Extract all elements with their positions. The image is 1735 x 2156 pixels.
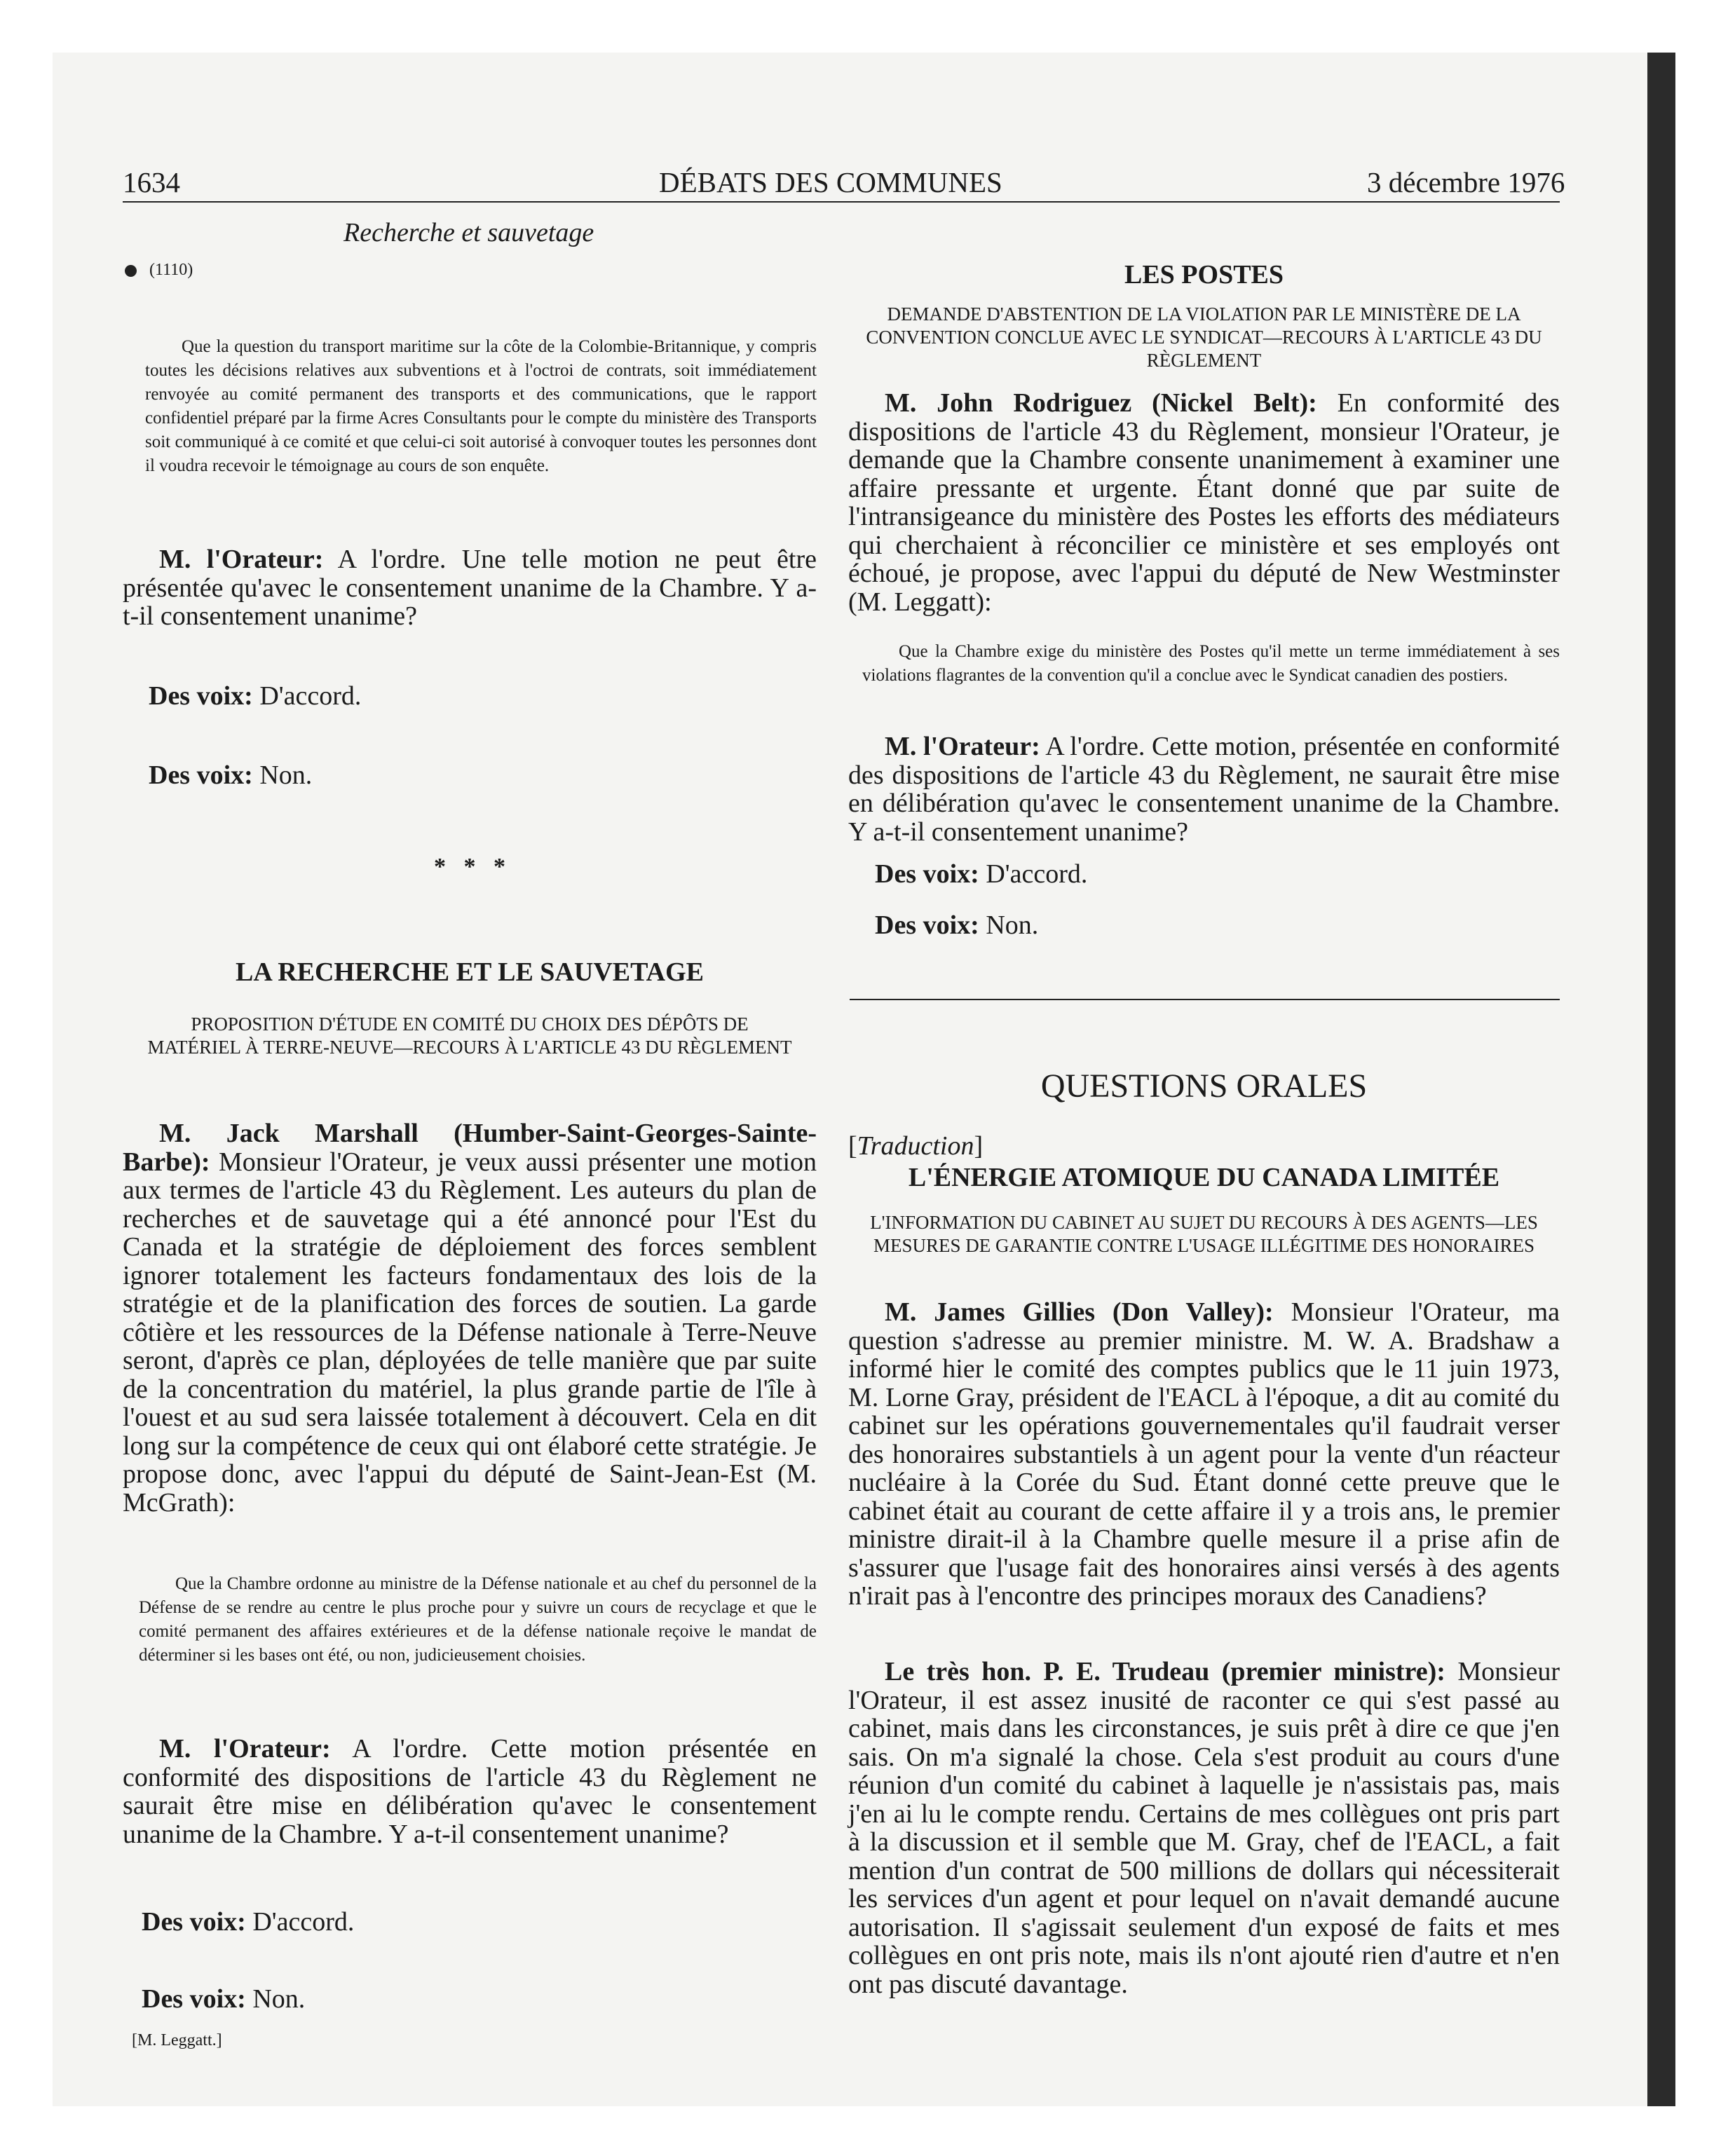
section-subheading: L'INFORMATION DU CABINET AU SUJET DU RECOURS À DES AGENTS—LES MESURES DE GARANTIE CONTRE L'USAGE ILLÉGITIME DES HONORAIRES — [870, 1212, 1538, 1256]
footer-note: [M. Leggatt.] — [132, 2031, 222, 2049]
questions-heading: QUESTIONS ORALES — [1040, 1067, 1368, 1105]
speaker-name: Le très hon. P. E. Trudeau (premier ministre): — [885, 1657, 1445, 1686]
speech-paragraph — [123, 1735, 817, 1848]
speech-paragraph — [149, 682, 780, 711]
speech-paragraph — [149, 761, 780, 790]
section-separator: * * * — [434, 854, 505, 880]
speaker-name: M. l'Orateur: — [159, 1734, 331, 1763]
speech-paragraph — [142, 1985, 773, 2014]
section-heading: LES POSTES — [1124, 260, 1284, 289]
speech-paragraph — [848, 732, 1560, 846]
speaker-name: M. l'Orateur: — [885, 732, 1040, 761]
speech-text: Non. — [259, 760, 313, 790]
speech-text: D'accord. — [252, 1907, 355, 1937]
speaker-name: Des voix: — [875, 859, 979, 889]
speech-text: A l'ordre. Cette motion, présentée en conformité des dispositions de l'article 43 du Règlement, ne saurait être mise en délibération qu'avec le consentement unanime de la Chambre. Y a-t-il consentement unanime? — [848, 732, 1560, 847]
speech-text: A l'ordre. Cette motion présentée en conformité des dispositions de l'article 43 du Règlement ne saurait être mise en délibération qu'avec le consentement unanime de la Chambre. Y a-t-il consentement unanime? — [123, 1734, 817, 1849]
speech-paragraph — [123, 545, 817, 631]
section-subheading: DEMANDE D'ABSTENTION DE LA VIOLATION PAR LE MINISTÈRE DE LA CONVENTION CONCLUE AVEC LE SYNDICAT—RECOURS À L'ARTICLE 43 DU RÈGLEMENT — [866, 303, 1542, 371]
speaker-name: Des voix: — [149, 681, 253, 711]
header-rule — [123, 201, 1560, 203]
time-marker — [125, 261, 193, 280]
motion-text: Que la Chambre exige du ministère des Postes qu'il mette un terme immédiatement à ses violations flagrantes de la convention qu'il a conclue avec le Syndicat canadien des postiers. — [862, 642, 1560, 685]
section-heading: L'ÉNERGIE ATOMIQUE DU CANADA LIMITÉE — [908, 1163, 1500, 1192]
journal-title: DÉBATS DES COMMUNES — [659, 166, 1002, 198]
speech-paragraph — [142, 1908, 773, 1937]
speaker-name: Des voix: — [875, 910, 979, 940]
section-subheading: PROPOSITION D'ÉTUDE EN COMITÉ DU CHOIX DES DÉPÔTS DE MATÉRIEL À TERRE-NEUVE—RECOURS À L'ARTICLE 43 DU RÈGLEMENT — [147, 1014, 792, 1058]
scan-edge — [1647, 53, 1675, 2106]
speech-text: En conformité des dispositions de l'article 43 du Règlement, monsieur l'Orateur, je demande que la Chambre consente unanimement à examiner une affaire pressante et urgente. Étant donné que par suite de l'intransigeance du ministère des Postes les efforts des médiateurs qui cherchaient à réconcilier ce ministère et ses employés ont échoué, je propose, avec l'appui du député de New Westminster (M. Leggatt): — [848, 388, 1560, 617]
bullet-icon — [125, 265, 137, 277]
speech-paragraph — [848, 389, 1560, 616]
speaker-name: M. John Rodriguez (Nickel Belt): — [885, 388, 1317, 418]
speaker-name: M. l'Orateur: — [159, 545, 324, 574]
header-date: 3 décembre 1976 — [1367, 166, 1565, 198]
motion-text: Que la question du transport maritime sur la côte de la Colombie-Britannique, y compris toutes les décisions relatives aux subventions et à l'octroi de contrats, soit immédiatement renvoyée au comité permanent des transports et des communications, que le rapport confidentiel préparé par la firme Acres Consultants pour le compte du ministère des Transports soit communiqué à ce comité et que celui-ci soit autorisé à convoquer toutes les personnes dont il voudra recevoir le témoignage au cours de son enquête. — [145, 337, 817, 475]
speaker-name: M. James Gillies (Don Valley): — [885, 1297, 1274, 1327]
speaker-name: Des voix: — [149, 760, 253, 790]
section-rule — [850, 999, 1560, 1000]
speech-text: A l'ordre. Une telle motion ne peut être présentée qu'avec le consentement unanime de la Chambre. Y a-t-il consentement unanime? — [123, 545, 817, 631]
speaker-name: M. Jack Marshall (Humber-Saint-Georges-Sainte-Barbe): — [123, 1119, 817, 1177]
section-heading: LA RECHERCHE ET LE SAUVETAGE — [236, 957, 704, 987]
translation-note: [Traduction] — [848, 1131, 984, 1161]
speech-text: Monsieur l'Orateur, il est assez inusité de raconter ce qui s'est passé au cabinet, mais dans les circonstances, je suis prêt à dire ce que j'en sais. On m'a signalé la chose. Cela s'est produit au cours d'une réunion d'un comité du cabinet à laquelle je n'assistais pas, mais j'en ai lu le compte rendu. Certains de mes collègues ont pris part à la discussion et il semble que M. Gray, chef de l'EACL, a fait mention d'un contrat de 500 millions de dollars qui nécessiterait les services d'un agent et pour lequel on n'avait demandé aucune autorisation. Il s'agissait seulement d'un exposé de faits et mes collègues en ont pris note, mais ils n'ont ajouté rien d'autre et n'en ont pas discuté davantage. — [848, 1657, 1560, 1999]
speech-text: D'accord. — [259, 681, 362, 711]
translation-label: Traduction — [857, 1131, 974, 1161]
speech-text: Monsieur l'Orateur, je veux aussi présenter une motion aux termes de l'article 43 du Règlement. Les auteurs du plan de recherches et de sauvetage qui a été annoncé pour l'Est du Canada et la stratégie de déploiement des forces semblent ignorer totalement les facteurs fondamentaux des lois de la stratégie et de la planification des forces de soutien. La garde côtière et les ressources de la Défense nationale à Terre-Neuve seront, d'après ce plan, déployées de telle manière que par suite de la concentration du matériel, la plus grande partie de l'île à l'ouest et au sud sera laissée totalement à découvert. Cela en dit long sur la compétence de ceux qui ont élaboré cette stratégie. Je propose donc, avec l'appui du député de Saint-Jean-Est (M. McGrath): — [123, 1147, 817, 1517]
time-marker-text: (1110) — [149, 261, 193, 279]
speech-text: Non. — [252, 1984, 306, 2014]
speech-text: Non. — [986, 910, 1039, 940]
speech-paragraph — [875, 860, 1506, 889]
speaker-name: Des voix: — [142, 1907, 246, 1937]
section-title: Recherche et sauvetage — [343, 218, 594, 247]
speech-paragraph — [848, 1298, 1560, 1611]
page-number: 1634 — [123, 166, 180, 198]
speech-text: D'accord. — [986, 859, 1088, 889]
speech-paragraph — [123, 1119, 817, 1517]
speaker-name: Des voix: — [142, 1984, 246, 2014]
speech-paragraph — [875, 911, 1506, 940]
speech-text: Monsieur l'Orateur, ma question s'adresse au premier ministre. M. W. A. Bradshaw a informé hier le comité des comptes publics que le 11 juin 1973, M. Lorne Gray, président de l'EACL à l'époque, a dit au comité du cabinet sur les opérations gouvernementales qu'il faudrait verser des honoraires substantiels à un agent pour la vente d'un réacteur nucléaire à la Corée du Sud. Étant donné cette preuve que le cabinet était au courant de cette affaire il y a trois ans, le premier ministre dirait-il à la Chambre quelle mesure il a prise afin de s'assurer que l'usage fait des honoraires ainsi versés à des agents n'irait pas à l'encontre des principes moraux des Canadiens? — [848, 1297, 1560, 1611]
motion-text: Que la Chambre ordonne au ministre de la Défense nationale et au chef du personnel de la Défense de se rendre au centre le plus proche pour y suivre un cours de recyclage et que le comité permanent des affaires extérieures et de la défense nationale reçoive le mandat de déterminer si les bases ont été, ou non, judicieusement choisies. — [139, 1574, 817, 1665]
speech-paragraph — [848, 1658, 1560, 1998]
